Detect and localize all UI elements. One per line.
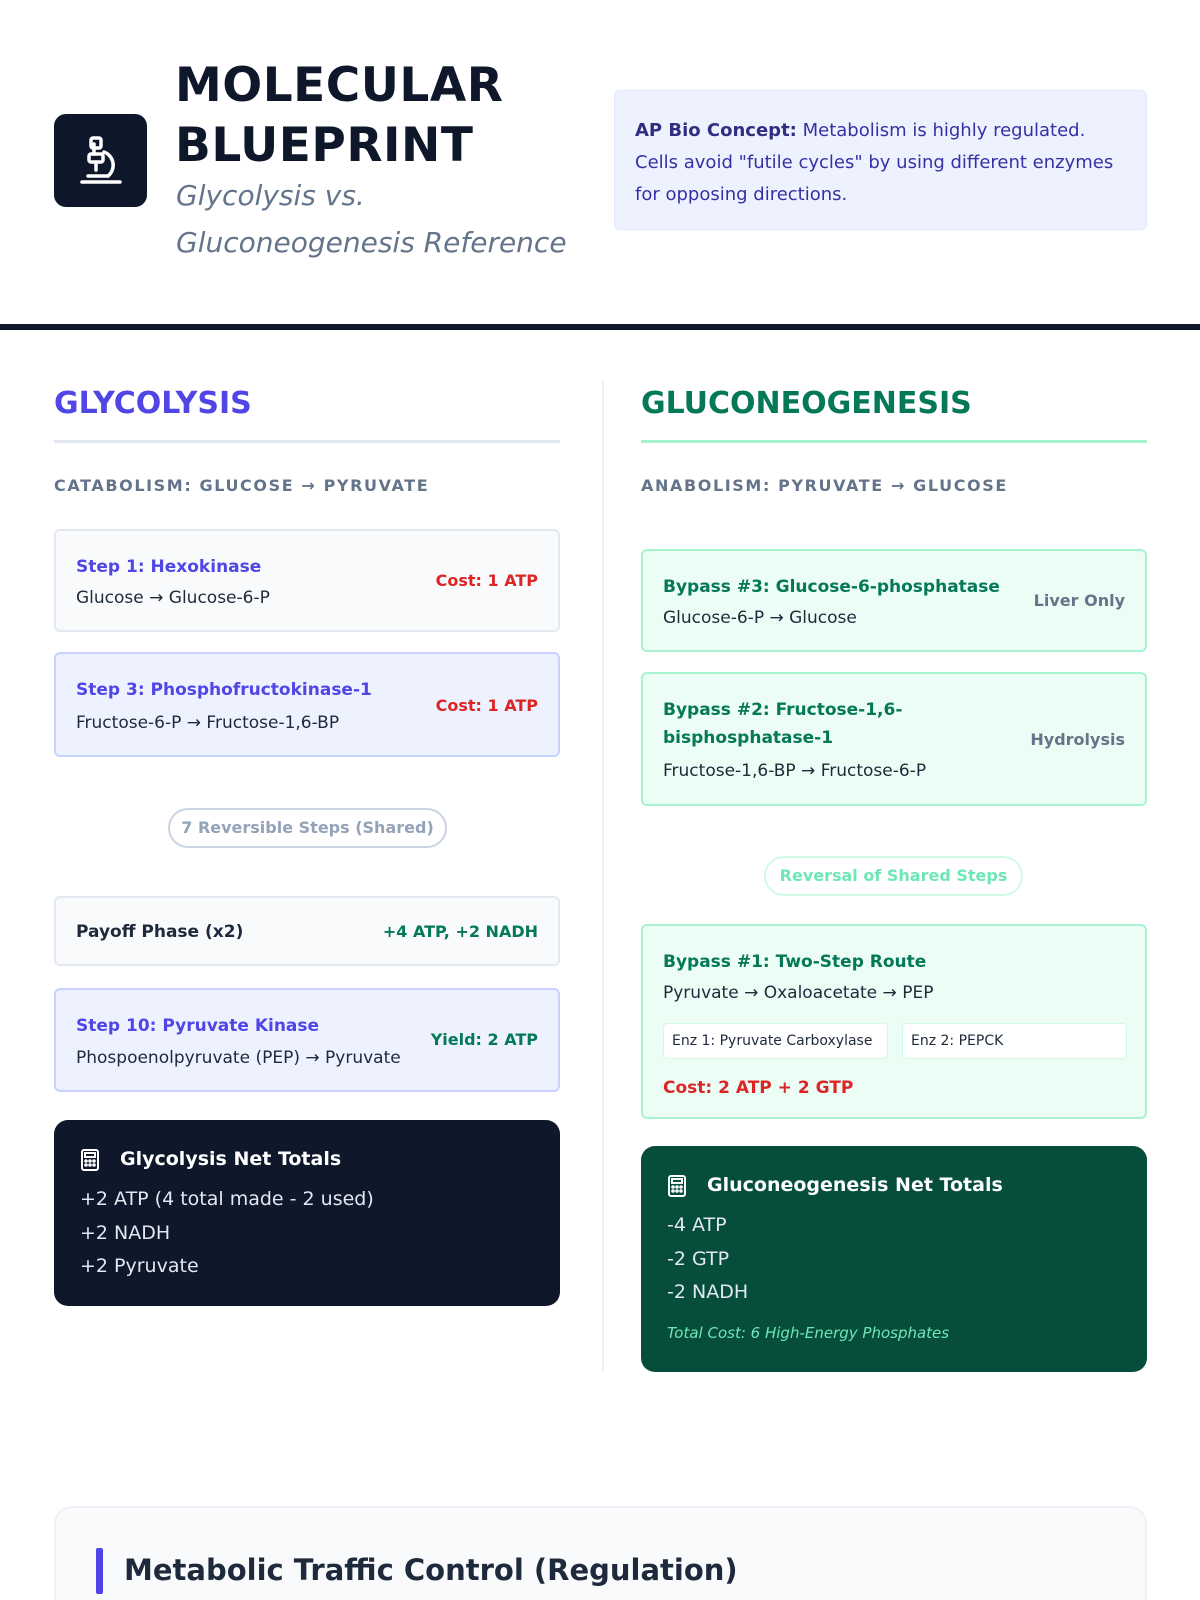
page-title: MOLECULAR BLUEPRINT bbox=[175, 58, 504, 173]
column-divider bbox=[602, 380, 604, 1372]
bypass-reaction: Pyruvate → Oxaloacetate → PEP bbox=[663, 983, 934, 1003]
microscope-icon bbox=[78, 136, 124, 186]
gluconeogenesis-totals-card bbox=[641, 1146, 1147, 1372]
regulation-title: Metabolic Traffic Control (Regulation) bbox=[124, 1553, 738, 1587]
gluconeogenesis-rule bbox=[641, 440, 1147, 443]
bypass-cost: Cost: 2 ATP + 2 GTP bbox=[663, 1078, 854, 1098]
concept-text: Metabolism is highly regulated. Cells avoid "futile cycles" by using different enzymes for opposing directions. bbox=[635, 120, 1114, 205]
enzyme-2-box: Enz 2: PEPCK bbox=[902, 1023, 1127, 1059]
bypass-name: Bypass #1: Two-Step Route bbox=[663, 952, 927, 972]
glycolysis-subtitle: CATABOLISM: GLUCOSE → PYRUVATE bbox=[54, 476, 430, 495]
glycolysis-totals-card bbox=[54, 1120, 560, 1306]
payoff-yield: +4 ATP, +2 NADH bbox=[382, 922, 538, 941]
totals-line: -2 GTP bbox=[667, 1248, 730, 1270]
step-yield: Yield: 2 ATP bbox=[430, 1030, 538, 1049]
bypass-name: Bypass #3: Glucose-6-phosphatase bbox=[663, 577, 1000, 597]
payoff-phase-card bbox=[54, 896, 560, 966]
bypass-reaction: Glucose-6-P → Glucose bbox=[663, 608, 857, 628]
bypass-reaction: Fructose-1,6-BP → Fructose-6-P bbox=[663, 761, 927, 781]
bypass-1-card bbox=[641, 924, 1147, 1119]
step-cost: Cost: 1 ATP bbox=[435, 571, 538, 590]
step-reaction: Fructose-6-P → Fructose-1,6-BP bbox=[76, 713, 340, 733]
step-name: Step 3: Phosphofructokinase-1 bbox=[76, 680, 372, 700]
step-name: Step 10: Pyruvate Kinase bbox=[76, 1016, 320, 1036]
payoff-name: Payoff Phase (x2) bbox=[76, 922, 244, 942]
concept-label: AP Bio Concept: bbox=[635, 120, 797, 141]
gluconeogenesis-title: GLUCONEOGENESIS bbox=[641, 386, 972, 421]
totals-line: -4 ATP bbox=[667, 1214, 727, 1236]
bypass-tag: Liver Only bbox=[1033, 591, 1125, 610]
glycolysis-step-1-card bbox=[54, 529, 560, 632]
totals-line: +2 ATP (4 total made - 2 used) bbox=[80, 1188, 374, 1210]
step-cost: Cost: 1 ATP bbox=[435, 696, 538, 715]
page-subtitle: Glycolysis vs. Gluconeogenesis Reference bbox=[176, 179, 567, 259]
glycolysis-rule bbox=[54, 440, 560, 443]
bypass-3-card bbox=[641, 549, 1147, 652]
totals-footer: Total Cost: 6 High-Energy Phosphates bbox=[667, 1324, 950, 1342]
step-reaction: Glucose → Glucose-6-P bbox=[76, 588, 270, 608]
bypass-2-card bbox=[641, 672, 1147, 806]
glycolysis-title: GLYCOLYSIS bbox=[54, 386, 252, 421]
totals-line: -2 NADH bbox=[667, 1281, 749, 1303]
totals-title: Gluconeogenesis Net Totals bbox=[707, 1174, 1003, 1196]
gluconeogenesis-subtitle: ANABOLISM: PYRUVATE → GLUCOSE bbox=[641, 476, 1008, 495]
step-reaction: Phospoenolpyruvate (PEP) → Pyruvate bbox=[76, 1048, 401, 1068]
enzyme-1-box: Enz 1: Pyruvate Carboxylase bbox=[663, 1023, 888, 1059]
regulation-accent-bar bbox=[96, 1548, 103, 1594]
shared-steps-pill: 7 Reversible Steps (Shared) bbox=[168, 808, 447, 848]
regulation-section bbox=[54, 1506, 1147, 1600]
concept-callout bbox=[614, 90, 1147, 230]
glycolysis-step-3-card bbox=[54, 652, 560, 757]
totals-title: Glycolysis Net Totals bbox=[120, 1148, 342, 1170]
bypass-name: Bypass #2: Fructose-1,6-bisphosphatase-1 bbox=[663, 700, 903, 748]
calculator-icon bbox=[80, 1149, 100, 1171]
page-header bbox=[0, 0, 1200, 330]
logo bbox=[54, 114, 147, 207]
step-name: Step 1: Hexokinase bbox=[76, 557, 262, 577]
totals-line: +2 Pyruvate bbox=[80, 1255, 199, 1277]
shared-steps-reversal-pill: Reversal of Shared Steps bbox=[764, 856, 1023, 896]
calculator-icon bbox=[667, 1175, 687, 1197]
totals-line: +2 NADH bbox=[80, 1222, 171, 1244]
glycolysis-step-10-card bbox=[54, 988, 560, 1092]
bypass-tag: Hydrolysis bbox=[1030, 730, 1125, 749]
